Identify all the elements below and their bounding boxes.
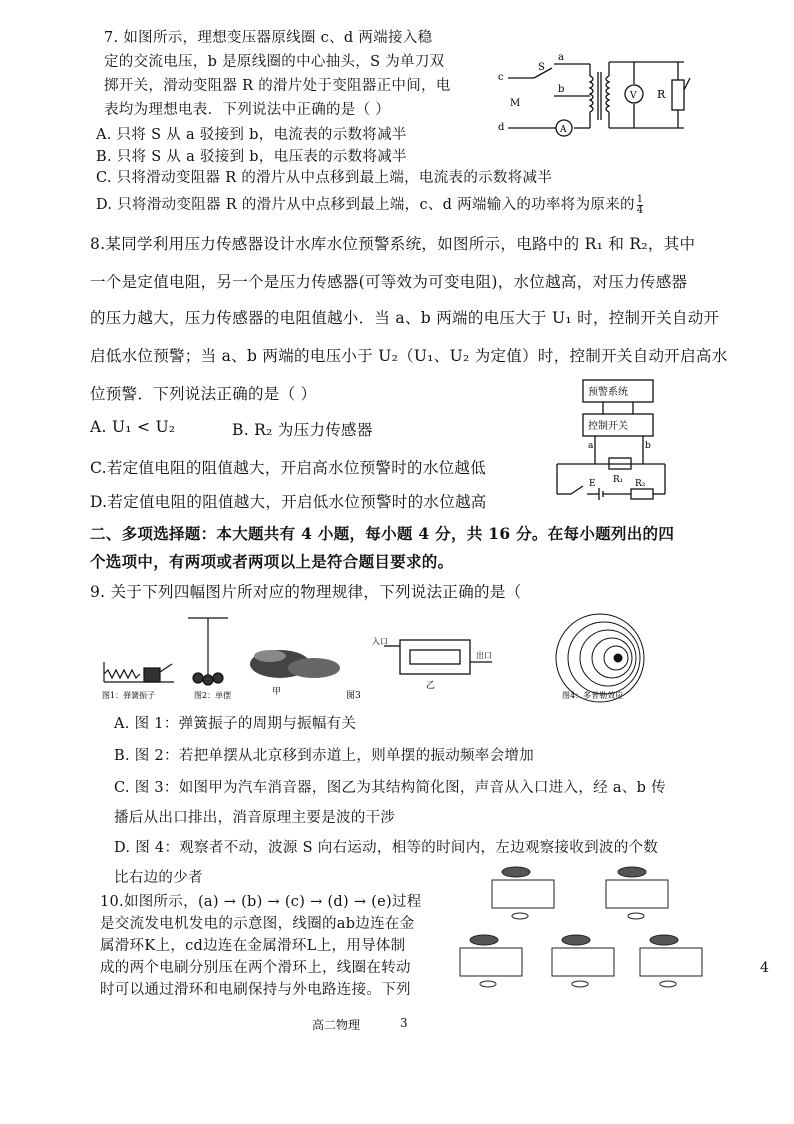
q10-stem-line-5: 时可以通过滑环和电刷保持与外电路连接。下列 xyxy=(100,982,411,998)
q10-generator-svg xyxy=(456,862,706,1002)
q8-switch-label: 控制开关 xyxy=(588,421,628,432)
q7-label-s: S xyxy=(538,62,545,73)
fig3-inlet-label: 入口 xyxy=(372,637,388,646)
q8-option-d: D.若定值电阻的阻值越大，开启低水位预警时的水位越高 xyxy=(90,493,487,511)
q7-stem-line-2: 定的交流电压，b 是原线圈的中心抽头，S 为单刀双 xyxy=(104,54,445,70)
q10-generator-figures xyxy=(456,862,706,1002)
q8-r2-label: R₂ xyxy=(635,479,646,489)
q9-option-d-line-2: 比右边的少者 xyxy=(114,870,203,886)
q7-voltmeter-label: V xyxy=(630,91,637,101)
q7-option-b: B. 只将 S 从 a 驳接到 b，电压表的示数将减半 xyxy=(96,149,407,165)
q7-label-b: b xyxy=(558,84,565,95)
q8-stem-line-4: 启低水位预警；当 a、b 两端的电压小于 U₂（U₁、U₂ 为定值）时，控制开关自动开启高水 xyxy=(90,347,728,365)
fig1-caption: 图1：弹簧振子 xyxy=(102,691,156,700)
q8-terminal-a: a xyxy=(588,441,594,451)
q8-stem-line-3: 的压力越大，压力传感器的电阻值越小．当 a、b 两端的电压大于 U₁ 时，控制开关自动开 xyxy=(90,309,720,327)
q10-stem-line-2: 是交流发电机发电的示意图，线圈的ab边连在金 xyxy=(100,916,415,932)
fig2-pendulum xyxy=(188,618,228,685)
q7-stem-line-3: 掷开关，滑动变阻器 R 的滑片处于变阻器正中间，电 xyxy=(104,78,451,94)
q7-stem-line-4: 表均为理想电表．下列说法中正确的是（ ） xyxy=(104,102,391,118)
q7-label-a: a xyxy=(558,52,564,63)
q8-option-a: A. U₁ < U₂ xyxy=(90,418,176,436)
q7-stem-line-1: 7. 如图所示，理想变压器原线圈 c、d 两端接入稳 xyxy=(104,30,433,46)
fig1-spring-oscillator xyxy=(104,662,174,682)
fig3-outlet-label: 出口 xyxy=(476,651,492,660)
fig3-jia-label: 甲 xyxy=(272,687,282,697)
q8-alarm-circuit-figure xyxy=(555,376,670,508)
q10-stem-line-3: 属滑环K上，cd边连在金属滑环L上，用导体制 xyxy=(100,938,406,954)
q9-option-b: B. 图 2：若把单摆从北京移到赤道上，则单摆的振动频率会增加 xyxy=(114,748,535,764)
fig4-caption: 图4：多普勒效应 xyxy=(562,691,624,700)
footer-page-number: 3 xyxy=(400,1016,408,1030)
q8-e-label: E xyxy=(589,479,596,489)
margin-handwritten-mark: 4 xyxy=(760,960,769,976)
q7-label-r: R xyxy=(657,88,666,101)
q8-option-b: B. R₂ 为压力传感器 xyxy=(232,421,373,439)
q8-stem-line-2: 一个是定值电阻，另一个是压力传感器(可等效为可变电阻)，水位越高，对压力传感器 xyxy=(90,273,688,291)
q10-stem-line-4: 成的两个电刷分别压在两个滑环上，线圈在转动 xyxy=(100,960,411,976)
fig3-muffler-photo xyxy=(250,650,340,678)
q8-circuit-svg xyxy=(555,376,670,508)
q8-alarm-label: 预警系统 xyxy=(588,387,628,398)
q7-label-c: c xyxy=(498,72,504,83)
q8-terminal-b: b xyxy=(645,441,651,451)
q9-option-c-line-2: 播后从出口排出，消音原理主要是波的干涉 xyxy=(114,810,396,826)
q7-fraction-num: 1 xyxy=(636,193,644,205)
q9-stem: 9. 关于下列四幅图片所对应的物理规律，下列说法正确的是（ xyxy=(90,583,522,601)
section-2-heading-line-1: 二、多项选择题：本大题共有 4 小题，每小题 4 分，共 16 分。在每小题列出的四 xyxy=(90,524,675,543)
q8-option-c: C.若定值电阻的阻值越大，开启高水位预警时的水位越低 xyxy=(90,459,487,477)
q7-fraction xyxy=(637,195,644,216)
q7-fraction-den: 4 xyxy=(636,204,644,216)
fig3-yi-label: 乙 xyxy=(426,681,436,691)
footer-subject: 高二物理 xyxy=(312,1018,361,1032)
q7-ammeter-label: A xyxy=(560,125,567,135)
q9-option-a: A. 图 1：弹簧振子的周期与振幅有关 xyxy=(114,716,357,732)
q7-option-a: A. 只将 S 从 a 驳接到 b，电流表的示数将减半 xyxy=(96,127,407,143)
q7-transformer-figure xyxy=(494,50,704,140)
q8-r1-label: R₁ xyxy=(613,475,624,485)
q7-circuit-svg xyxy=(494,50,704,140)
q8-stem-line-1: 8.某同学利用压力传感器设计水库水位预警系统，如图所示，电路中的 R₁ 和 R₂，其中 xyxy=(90,235,696,253)
fig3-caption: 图3 xyxy=(346,691,361,701)
q7-label-d: d xyxy=(498,122,505,133)
section-2-heading-line-2: 个选项中，有两项或者两项以上是符合题目要求的。 xyxy=(90,552,454,571)
q9-option-d-line-1: D. 图 4：观察者不动，波源 S 向右运动，相等的时间内，左边观察接收到波的个数 xyxy=(114,840,659,856)
fig4-doppler-rings xyxy=(556,614,644,702)
q9-figure-row xyxy=(100,612,690,704)
q9-figures-svg xyxy=(100,612,690,704)
q8-stem-line-5: 位预警．下列说法正确的是（ ） xyxy=(90,385,317,403)
q7-label-m: M xyxy=(510,98,521,109)
fig2-caption: 图2：单摆 xyxy=(194,691,232,700)
q7-option-c: C. 只将滑动变阻器 R 的滑片从中点移到最上端，电流表的示数将减半 xyxy=(96,170,553,186)
q10-stem-line-1: 10.如图所示，(a) → (b) → (c) → (d) → (e)过程 xyxy=(100,894,422,910)
q7-option-d xyxy=(96,193,643,216)
q9-option-c-line-1: C. 图 3：如图甲为汽车消音器，图乙为其结构简化图，声音从入口进入，经 a、b 传 xyxy=(114,780,666,796)
q7-option-d-text: D. 只将滑动变阻器 R 的滑片从中点移到最上端，c、d 两端输入的功率将为原来的 xyxy=(96,197,635,213)
